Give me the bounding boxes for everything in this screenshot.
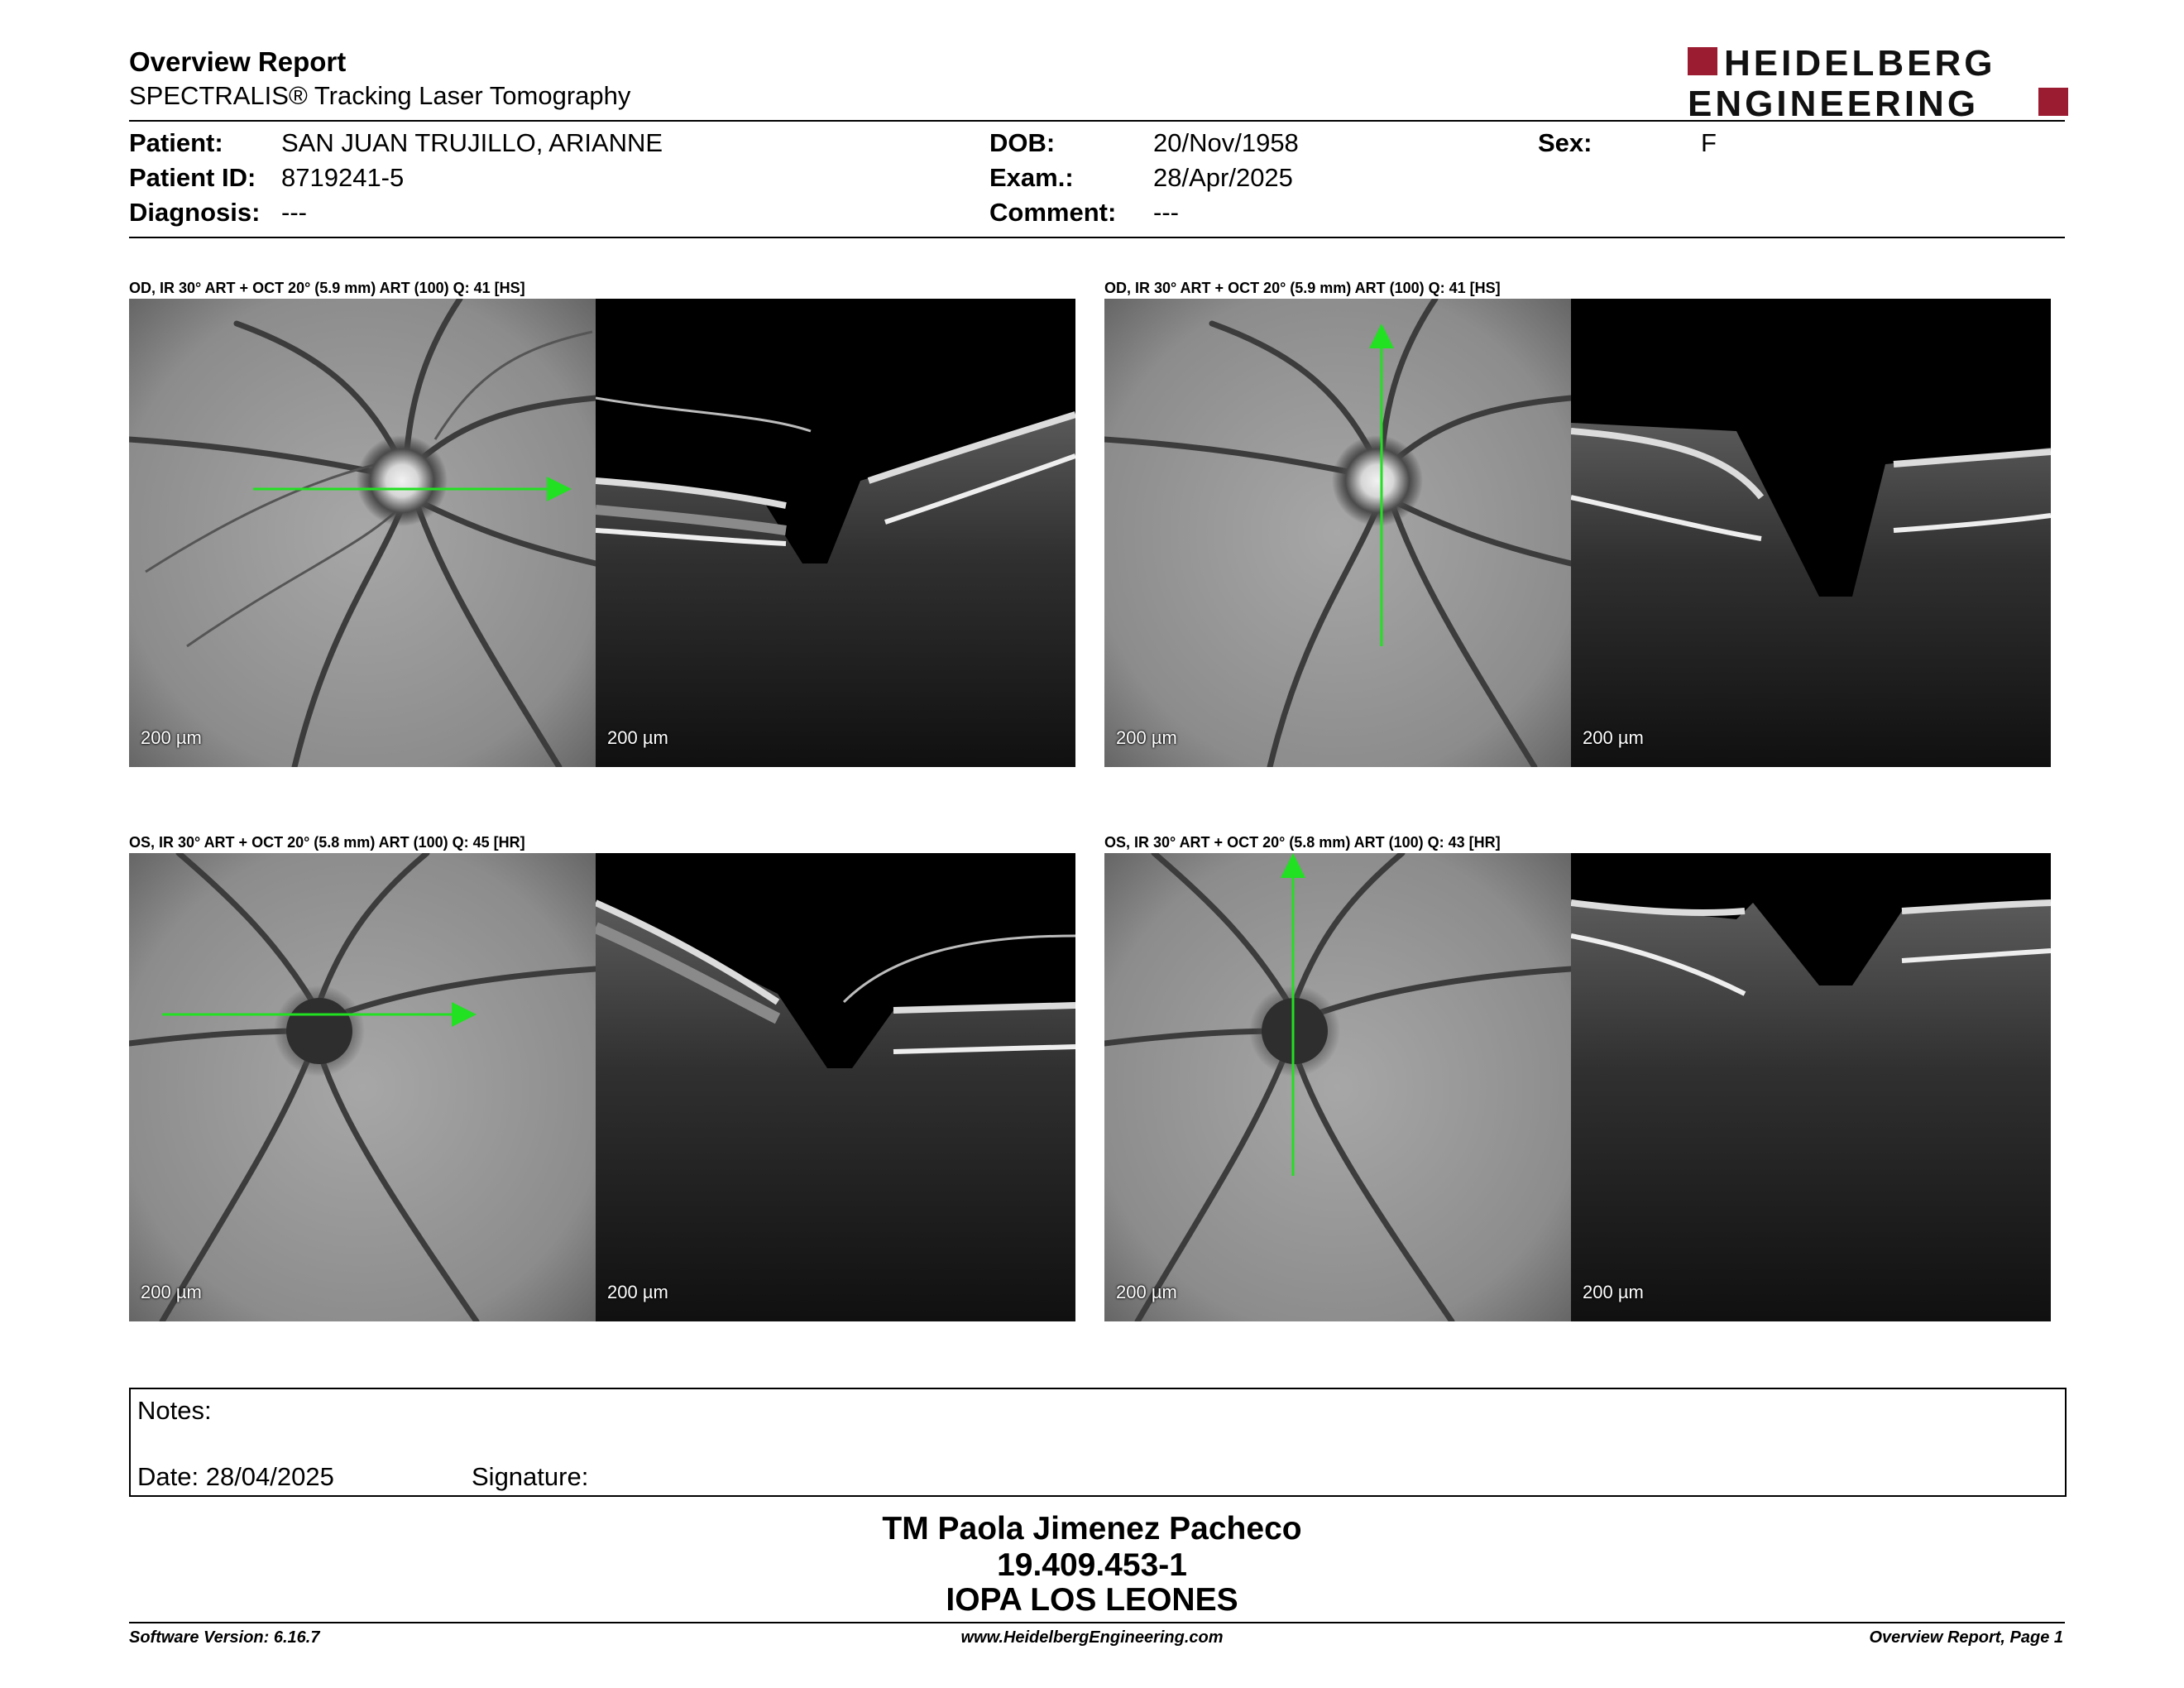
heidelberg-logo <box>1688 45 2068 121</box>
report-subtitle: SPECTRALIS® Tracking Laser Tomography <box>129 81 631 110</box>
header-divider <box>129 120 2065 122</box>
fundus-image-1 <box>129 299 596 767</box>
oct-bscan-4 <box>1571 853 2051 1321</box>
fundus-scale-3: 200 µm <box>141 1282 202 1302</box>
signer-name: TM Paola Jimenez Pacheco <box>882 1511 1302 1547</box>
panel-2-title: OD, IR 30° ART + OCT 20° (5.9 mm) ART (100) Q: 41 [HS] <box>1104 280 1501 296</box>
sex-label: Sex: <box>1538 128 1592 157</box>
fundus-scale-1: 200 µm <box>141 727 202 748</box>
sex-value: F <box>1701 128 1717 157</box>
patient-label: Patient: <box>129 128 223 157</box>
patient-name: SAN JUAN TRUJILLO, ARIANNE <box>281 128 663 157</box>
fundus-image-4 <box>1104 853 1571 1321</box>
footer-divider <box>129 1622 2065 1623</box>
signature-label: Signature: <box>472 1462 589 1491</box>
fundus-image-2 <box>1104 299 1571 767</box>
patient-id-value: 8719241-5 <box>281 163 405 192</box>
panel-3-title: OS, IR 30° ART + OCT 20° (5.8 mm) ART (100) Q: 45 [HR] <box>129 834 525 851</box>
notes-label: Notes: <box>137 1396 212 1425</box>
date-label: Date: 28/04/2025 <box>137 1462 334 1491</box>
oct-bscan-2 <box>1571 299 2051 767</box>
notes-box[interactable] <box>129 1388 2067 1497</box>
website-link[interactable]: www.HeidelbergEngineering.com <box>960 1628 1224 1647</box>
fundus-scale-4: 200 µm <box>1116 1282 1177 1302</box>
panel-3 <box>129 853 1075 1321</box>
fundus-scale-2: 200 µm <box>1116 727 1177 748</box>
oct-bscan-3 <box>596 853 1075 1321</box>
panel-1-title: OD, IR 30° ART + OCT 20° (5.9 mm) ART (100) Q: 41 [HS] <box>129 280 525 296</box>
report-title: Overview Report <box>129 46 347 77</box>
svg-text:ENGINEERING: ENGINEERING <box>1688 84 1980 121</box>
svg-text:HEIDELBERG: HEIDELBERG <box>1724 45 1996 84</box>
diagnosis-value: --- <box>281 198 307 227</box>
oct-scale-1: 200 µm <box>607 727 668 748</box>
dob-value: 20/Nov/1958 <box>1153 128 1299 157</box>
oct-bscan-1 <box>596 299 1075 767</box>
panel-2 <box>1104 299 2051 767</box>
oct-scale-4: 200 µm <box>1583 1282 1644 1302</box>
signer-id: 19.409.453-1 <box>997 1547 1187 1583</box>
exam-value: 28/Apr/2025 <box>1153 163 1293 192</box>
fundus-image-3 <box>129 853 596 1321</box>
comment-value: --- <box>1153 198 1179 227</box>
panel-4 <box>1104 853 2051 1321</box>
software-version: Software Version: 6.16.7 <box>129 1628 320 1647</box>
panel-4-title: OS, IR 30° ART + OCT 20° (5.8 mm) ART (100) Q: 43 [HR] <box>1104 834 1501 851</box>
patient-id-label: Patient ID: <box>129 163 256 192</box>
dob-label: DOB: <box>989 128 1056 157</box>
oct-scale-3: 200 µm <box>607 1282 668 1302</box>
patient-divider <box>129 237 2065 238</box>
signer-institution: IOPA LOS LEONES <box>946 1582 1238 1618</box>
panel-1 <box>129 299 1075 767</box>
exam-label: Exam.: <box>989 163 1074 192</box>
page-number: Overview Report, Page 1 <box>1869 1628 2063 1647</box>
diagnosis-label: Diagnosis: <box>129 198 261 227</box>
comment-label: Comment: <box>989 198 1117 227</box>
oct-scale-2: 200 µm <box>1583 727 1644 748</box>
